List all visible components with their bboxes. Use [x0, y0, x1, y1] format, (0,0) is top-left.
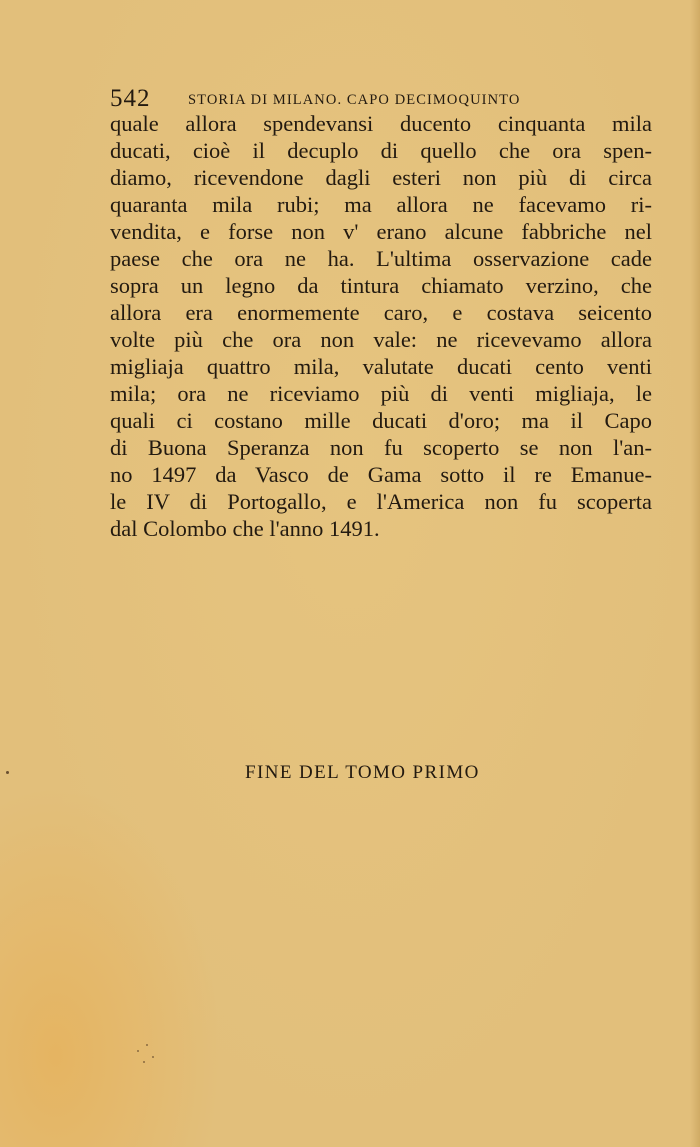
text-line: dal Colombo che l'anno 1491.	[110, 516, 380, 541]
running-head: STORIA DI MILANO. CAPO DECIMOQUINTO	[188, 92, 521, 108]
text-line: diamo, ricevendone dagli esteri non più di circa	[110, 165, 652, 190]
text-line: paese che ora ne ha. L'ultima osservazione cade	[110, 246, 652, 271]
paper-speck	[146, 1044, 148, 1046]
body-text	[110, 110, 652, 542]
text-line: quali ci costano mille ducati d'oro; ma il Capo	[110, 408, 652, 433]
text-line: allora era enormemente caro, e costava seicento	[110, 300, 652, 325]
text-line: ducati, cioè il decuplo di quello che ora spen-	[110, 138, 652, 163]
text-line: quale allora spendevansi ducento cinquanta mila	[110, 111, 652, 136]
text-line: migliaja quattro mila, valutate ducati cento venti	[110, 354, 652, 379]
paper-speck	[143, 1061, 145, 1063]
page-number: 542	[110, 85, 151, 112]
text-line: mila; ora ne riceviamo più di venti migliaja, le	[110, 381, 652, 406]
text-line: sopra un legno da tintura chiamato verzino, che	[110, 273, 652, 298]
paper-speck	[152, 1056, 154, 1058]
text-line: di Buona Speranza non fu scoperto se non l'an-	[110, 435, 652, 460]
text-line: vendita, e forse non v' erano alcune fabbriche nel	[110, 219, 652, 244]
paper-speck	[137, 1050, 139, 1052]
page-edge-shadow	[690, 0, 700, 1147]
text-line: volte più che ora non vale: ne ricevevamo allora	[110, 327, 652, 352]
text-line: le IV di Portogallo, e l'America non fu scoperta	[110, 489, 652, 514]
text-line: no 1497 da Vasco de Gama sotto il re Emanue-	[110, 462, 652, 487]
page-header	[110, 86, 650, 112]
text-line: quaranta mila rubi; ma allora ne facevamo ri-	[110, 192, 652, 217]
stray-mark	[6, 771, 9, 774]
end-title: FINE DEL TOMO PRIMO	[245, 762, 480, 783]
